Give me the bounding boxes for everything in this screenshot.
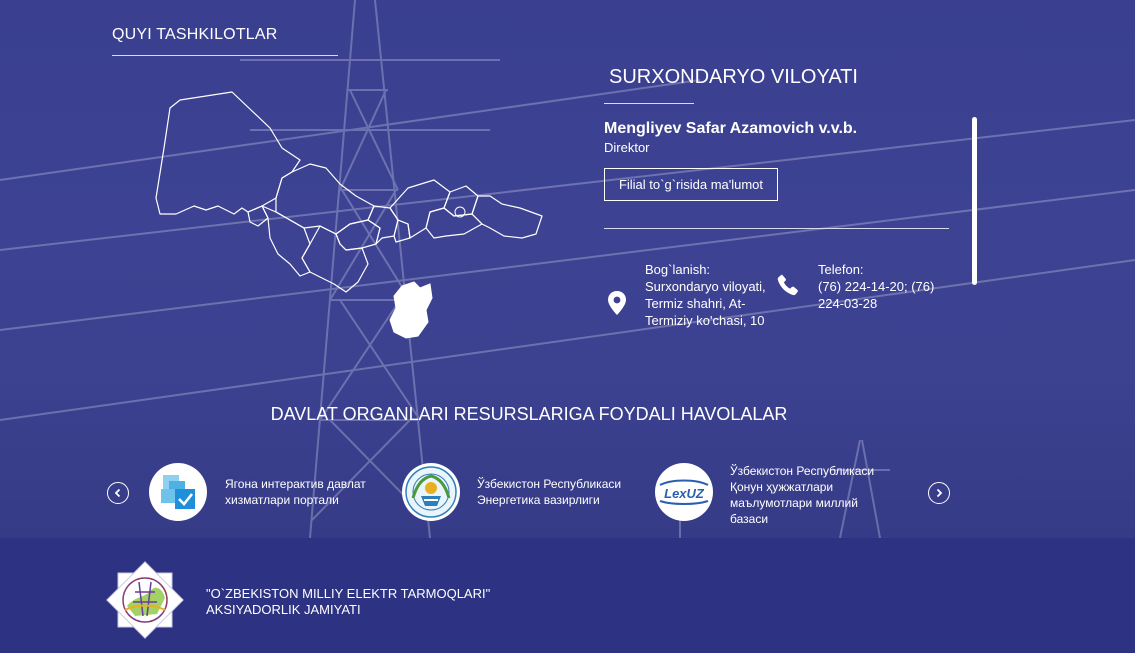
link-text-gov-portal[interactable] — [225, 476, 375, 508]
region-title-underline — [604, 103, 694, 104]
region-panel-scrollbar[interactable] — [972, 117, 977, 285]
subsidiaries-title-underline — [112, 55, 338, 56]
phone-label: Telefon: — [818, 262, 864, 277]
footer — [0, 538, 1135, 653]
company-name-line: AKSIYADORLIK JAMIYATI — [206, 602, 361, 617]
link-text-line: Энергетика вазирлиги — [477, 493, 600, 507]
link-text-line: Ўзбекистон Республикаси — [477, 477, 622, 491]
lex-uz-icon — [656, 477, 712, 507]
map-region-andijan — [472, 196, 542, 238]
map-region-samarkand — [336, 220, 380, 250]
region-title: SURXONDARYO VILOYATI — [609, 66, 858, 88]
lex-uz-logo[interactable] — [655, 463, 713, 521]
map-region-bukhara — [262, 206, 310, 276]
contact-info — [600, 258, 960, 328]
map-region-surxondaryo — [390, 282, 432, 338]
carousel-prev-button[interactable] — [107, 482, 129, 504]
gov-portal-logo[interactable] — [149, 463, 207, 521]
map-region-fergana — [426, 208, 482, 238]
address-line: Termiziy ko'chasi, 10 — [645, 313, 765, 328]
chevron-left-icon — [113, 488, 123, 498]
map-region-jizzakh — [368, 206, 398, 244]
uzbekistan-regions-map[interactable] — [150, 88, 550, 348]
energy-ministry-logo[interactable] — [402, 463, 460, 521]
gov-portal-icon — [155, 469, 201, 515]
company-name — [206, 586, 490, 618]
link-text-line: маълумотлари миллий — [730, 496, 858, 510]
phone-line[interactable]: 224-03-28 — [818, 296, 878, 311]
link-text-line: Ягона интерактив давлат — [225, 477, 366, 491]
subsidiaries-title: QUYI TASHKILOTLAR — [112, 26, 278, 43]
address-label: Bog`lanish: — [645, 262, 711, 277]
phone-icon — [776, 273, 800, 297]
link-text-line: хизматлари портали — [225, 493, 339, 507]
map-region-navoi — [276, 164, 374, 234]
director-name: Mengliyev Safar Azamovich v.v.b. — [604, 120, 858, 137]
company-logo[interactable] — [106, 561, 184, 639]
phone-block — [818, 261, 958, 312]
address-block — [645, 261, 785, 329]
address-line: Termiz shahri, At- — [645, 296, 746, 311]
map-region-karakalpakstan — [156, 92, 300, 214]
link-text-line: Қонун ҳужжатлари — [730, 480, 834, 494]
region-divider — [604, 228, 949, 229]
map-region-kashkadarya — [302, 226, 368, 292]
address-line: Surxondaryo viloyati, — [645, 279, 766, 294]
useful-links-title: DAVLAT ORGANLARI RESURSLARIGA FOYDALI HAVOLALAR — [270, 404, 788, 424]
carousel-next-button[interactable] — [928, 482, 950, 504]
lex-uz-logo-text: LexUZ — [664, 486, 704, 501]
link-text-energy-ministry[interactable] — [477, 476, 627, 508]
director-role: Direktor — [604, 140, 650, 155]
link-text-line: базаси — [730, 512, 769, 526]
map-region-khorezm — [248, 206, 268, 226]
link-text-line: Ўзбекистон Республикаси — [730, 464, 875, 478]
link-text-lex-uz[interactable] — [730, 463, 880, 527]
chevron-right-icon — [934, 488, 944, 498]
branch-info-button[interactable]: Filial to`g`risida ma'lumot — [604, 168, 778, 201]
phone-line[interactable]: (76) 224-14-20; (76) — [818, 279, 935, 294]
location-pin-icon — [607, 291, 627, 315]
state-emblem-icon — [403, 464, 459, 520]
company-name-line: "O`ZBEKISTON MILLIY ELEKTR TARMOQLARI" — [206, 586, 491, 601]
